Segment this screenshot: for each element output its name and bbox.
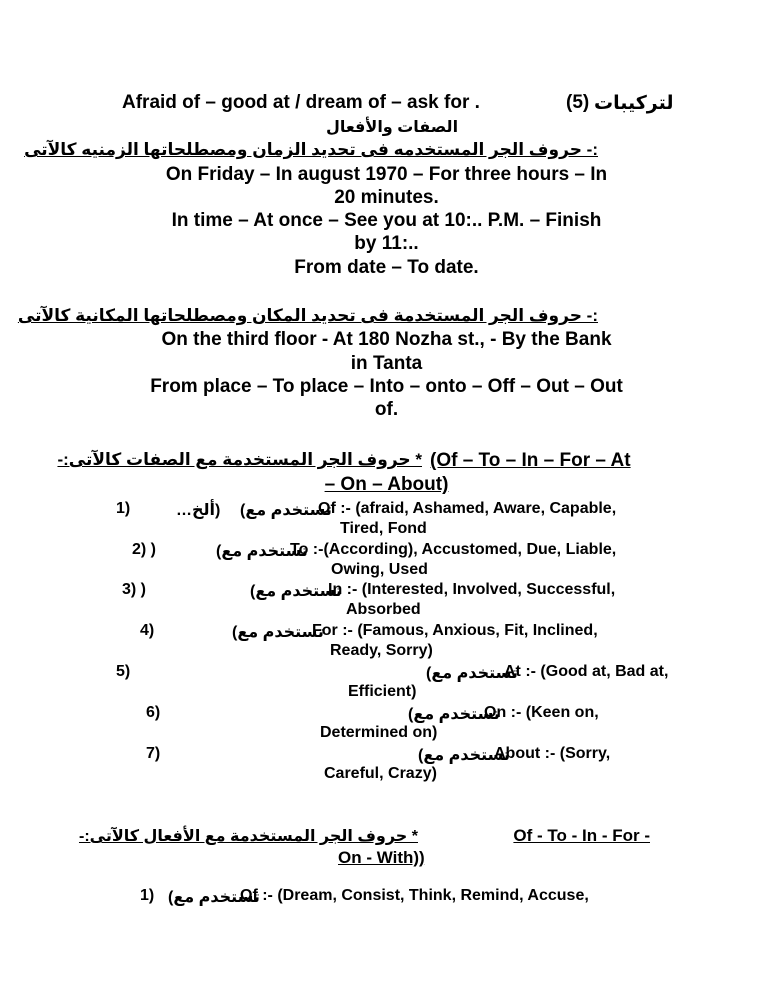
adj-item-7-ar: تستخدم مع) xyxy=(418,747,510,764)
adj-heading-en-1: (Of – To – In – For – At xyxy=(430,450,631,471)
adj-item-4-en: For :- (Famous, Anxious, Fit, Inclined, xyxy=(312,622,598,639)
adj-item-3-cont: Absorbed xyxy=(346,601,421,618)
adj-item-5-en: At :- (Good at, Bad at, xyxy=(504,663,669,680)
intro-number: (5) xyxy=(566,92,590,113)
adj-item-1-ar: تستخدم مع) xyxy=(240,502,332,519)
adj-item-6-cont: Determined on) xyxy=(320,724,438,741)
place-line-3: From place – To place – Into – onto – Off – Out – Out xyxy=(150,376,623,397)
verb-item-1-ar: تستخدم مع) xyxy=(168,889,260,906)
adj-item-1-num: 1) xyxy=(116,500,131,517)
adj-item-2-num: 2) ) xyxy=(132,541,156,558)
adj-item-3-num: 3) ) xyxy=(122,581,146,598)
adj-item-1-en: Of :- (afraid, Ashamed, Aware, Capable, xyxy=(318,500,617,517)
adj-item-2-ar: تستخدم مع) xyxy=(216,543,308,560)
adj-item-2-en: To :-(According), Accustomed, Due, Liable, xyxy=(290,541,617,558)
adj-item-6-en: On :- (Keen on, xyxy=(484,704,599,721)
adj-item-7-num: 7) xyxy=(146,745,161,762)
time-line-1: On Friday – In august 1970 – For three hours – In xyxy=(165,164,608,185)
time-heading: :- حروف الجر المستخدمه فى تحديد الزمان ومصطلحاتها الزمنيه كالآتى xyxy=(24,140,598,159)
adj-heading-en-2: – On – About) xyxy=(324,474,449,495)
adj-item-1-cont: Tired, Fond xyxy=(340,520,427,537)
adj-item-5-num: 5) xyxy=(116,663,131,680)
place-line-1: On the third floor - At 180 Nozha st., - By the Bank xyxy=(161,329,612,350)
adj-item-1-etc: (ألخ… xyxy=(176,502,221,519)
adj-item-2-cont: Owing, Used xyxy=(331,561,428,578)
intro-line-en: Afraid of – good at / dream of – ask for . xyxy=(122,92,480,113)
verb-heading-en-2: On - With)) xyxy=(338,848,425,867)
adj-item-5-ar: تستخدم مع) xyxy=(426,665,518,682)
adj-item-7-en: About :- (Sorry, xyxy=(494,745,611,762)
adj-item-3-ar: تستخدم مع) xyxy=(250,583,342,600)
verb-heading-en-1: Of - To - In - For - xyxy=(513,826,650,845)
intro-line2-ar: الصفات والأفعال xyxy=(326,119,459,136)
adj-heading-ar: * حروف الجر المستخدمة مع الصفات كالآتى:- xyxy=(57,450,422,469)
adj-item-6-num: 6) xyxy=(146,704,161,721)
adj-item-4-num: 4) xyxy=(140,622,155,639)
place-line-2: in Tanta xyxy=(350,353,423,374)
verb-item-1-en: Of :- (Dream, Consist, Think, Remind, Accuse, xyxy=(240,887,589,904)
place-line-4: of. xyxy=(374,399,399,420)
place-heading: :- حروف الجر المستخدمة فى تحديد المكان ومصطلحاتها المكانية كالآتى xyxy=(17,306,598,325)
time-line-4: by 11:.. xyxy=(354,233,419,254)
intro-line-ar: لتركيبات xyxy=(594,93,674,114)
time-line-3: In time – At once – See you at 10:.. P.M. – Finish xyxy=(171,210,602,231)
verb-heading-ar: * حروف الجر المستخدمة مع الأفعال كالآتى:- xyxy=(78,828,418,845)
time-line-5: From date – To date. xyxy=(294,257,479,278)
adj-item-5-cont: Efficient) xyxy=(348,683,417,700)
adj-item-3-en: In :- (Interested, Involved, Successful, xyxy=(328,581,616,598)
adj-item-7-cont: Careful, Crazy) xyxy=(324,765,437,782)
adj-item-4-ar: تستخدم مع) xyxy=(232,624,324,641)
adj-item-6-ar: تستخدم مع) xyxy=(408,706,500,723)
adj-item-4-cont: Ready, Sorry) xyxy=(330,642,433,659)
verb-item-1-num: 1) xyxy=(140,887,155,904)
time-line-2: 20 minutes. xyxy=(334,187,439,208)
